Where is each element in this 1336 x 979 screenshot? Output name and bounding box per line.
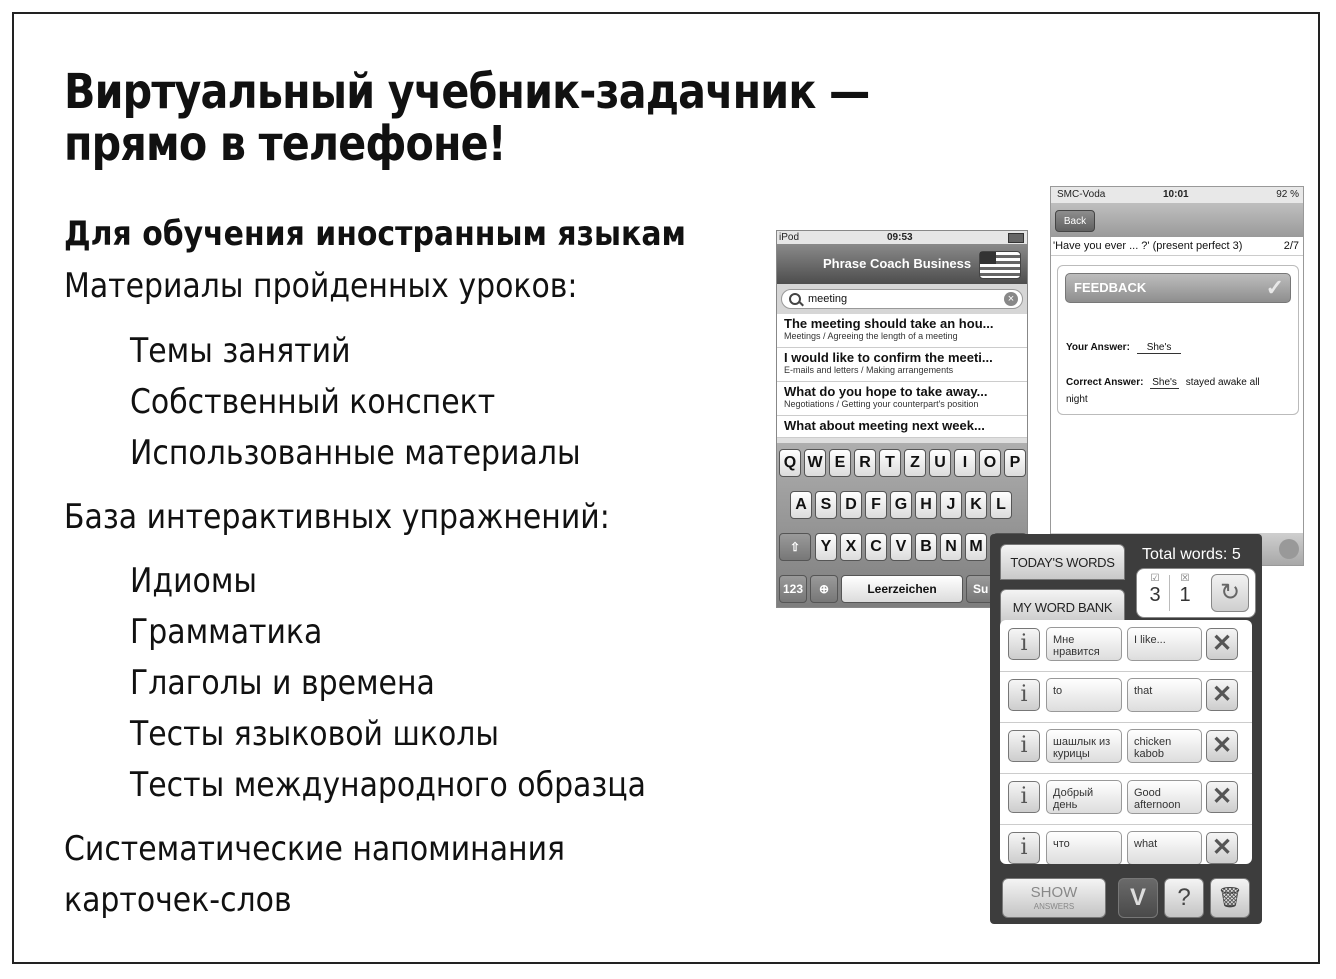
key[interactable]: Q xyxy=(779,449,801,477)
globe-icon[interactable]: ⊕ xyxy=(810,575,838,603)
key[interactable]: F xyxy=(865,491,887,519)
list-item xyxy=(1000,773,1252,825)
search-input[interactable] xyxy=(781,289,1023,309)
info-icon[interactable]: i xyxy=(1008,628,1040,660)
feedback-header xyxy=(1065,273,1291,303)
list-item[interactable] xyxy=(777,382,1027,416)
key[interactable]: D xyxy=(840,491,862,519)
title-line-1: Виртуальный учебник-задачник — xyxy=(64,64,870,120)
list-item[interactable] xyxy=(777,416,1027,438)
list-item xyxy=(1000,722,1252,774)
divider xyxy=(1169,575,1170,611)
key[interactable]: Y xyxy=(815,533,837,561)
section-heading-materials: Материалы пройденных уроков: xyxy=(64,266,578,306)
checkbox-icon: ☑ xyxy=(1150,573,1160,584)
nav-bar xyxy=(1051,203,1303,237)
list-item xyxy=(1000,671,1252,723)
help-button[interactable]: ? xyxy=(1164,878,1204,918)
key[interactable]: Z xyxy=(904,449,926,477)
your-answer-value: She's xyxy=(1137,342,1182,354)
list-item: Собственный конспект xyxy=(130,382,496,422)
info-icon[interactable]: i xyxy=(1008,832,1040,864)
native-word[interactable]: шашлык из курицы xyxy=(1046,729,1122,763)
answers-label: ANSWERS xyxy=(1033,902,1075,911)
score-counter xyxy=(1136,568,1256,618)
search-value: meeting xyxy=(808,293,848,305)
key[interactable]: L xyxy=(990,491,1012,519)
info-icon[interactable]: i xyxy=(1008,730,1040,762)
key[interactable]: M xyxy=(965,533,987,561)
status-carrier: SMC-Voda xyxy=(1057,189,1106,200)
feedback-card xyxy=(1057,265,1299,415)
result-title: The meeting should take an hou... xyxy=(784,316,994,331)
search-bar xyxy=(777,284,1027,314)
key[interactable]: H xyxy=(915,491,937,519)
phone-screenshot-feedback xyxy=(1050,186,1304,566)
tab-my-word-bank[interactable]: MY WORD BANK xyxy=(1000,589,1125,625)
shift-key[interactable]: ⇧ xyxy=(779,533,811,561)
result-title: What do you hope to take away... xyxy=(784,384,988,399)
list-item: Грамматика xyxy=(130,612,323,652)
list-item: Темы занятий xyxy=(130,331,351,371)
status-time: 09:53 xyxy=(887,232,913,243)
delete-icon[interactable]: ✕ xyxy=(1206,679,1238,711)
key[interactable]: A xyxy=(790,491,812,519)
nav-title: Phrase Coach Business xyxy=(823,256,972,271)
key[interactable]: O xyxy=(979,449,1001,477)
list-item xyxy=(1000,824,1252,864)
show-label: SHOW xyxy=(1030,884,1078,901)
section-heading-exercises: База интерактивных упражнений: xyxy=(64,497,610,537)
key[interactable]: V xyxy=(890,533,912,561)
foreign-word[interactable]: chicken kabob xyxy=(1127,729,1202,763)
native-word[interactable]: что xyxy=(1046,831,1122,864)
correct-answer-value: She's xyxy=(1152,377,1177,388)
foreign-word[interactable]: I like... xyxy=(1127,627,1202,661)
question-counter: 2/7 xyxy=(1283,240,1299,252)
key[interactable]: K xyxy=(965,491,987,519)
foreign-word[interactable]: Good afternoon xyxy=(1127,780,1202,814)
key[interactable]: R xyxy=(854,449,876,477)
numbers-key[interactable]: 123 xyxy=(779,575,807,603)
list-item: Использованные материалы xyxy=(130,433,581,473)
slide-title xyxy=(64,66,869,170)
key[interactable]: J xyxy=(940,491,962,519)
bottom-toolbar xyxy=(990,872,1262,924)
list-item: Тесты международного образца xyxy=(130,765,647,805)
subheading: Для обучения иностранным языкам xyxy=(64,214,686,254)
phone-screenshot-word-bank xyxy=(990,534,1262,924)
status-device: iPod xyxy=(779,232,800,243)
search-key[interactable]: Su xyxy=(966,575,1028,603)
show-answers-button[interactable] xyxy=(1002,878,1106,918)
correct-answer-rest-line: night xyxy=(1066,394,1088,405)
native-word[interactable]: Добрый день xyxy=(1046,780,1122,814)
result-subtitle: Meetings / Agreeing the length of a meeting xyxy=(784,331,958,341)
feedback-label: FEEDBACK xyxy=(1074,280,1147,295)
us-flag-icon[interactable] xyxy=(979,251,1021,279)
result-subtitle: E-mails and letters / Making arrangements xyxy=(784,365,954,375)
status-battery: 92 % xyxy=(1276,189,1299,200)
question-text: 'Have you ever ... ?' (present perfect 3) xyxy=(1053,240,1243,252)
info-icon[interactable]: i xyxy=(1008,679,1040,711)
battery-icon xyxy=(1008,233,1024,243)
wrong-count: 1 xyxy=(1179,584,1191,606)
delete-icon[interactable]: ✕ xyxy=(1206,781,1238,813)
your-answer-line xyxy=(1066,342,1185,354)
title-line-2: прямо в телефоне! xyxy=(64,116,506,172)
status-bar xyxy=(1051,187,1303,203)
key[interactable]: P xyxy=(1004,449,1026,477)
cross-box-icon: ☒ xyxy=(1180,573,1190,584)
status-bar xyxy=(777,231,1027,244)
word-list xyxy=(1000,620,1252,864)
refresh-icon[interactable] xyxy=(1279,539,1299,559)
foreign-word[interactable]: what xyxy=(1127,831,1202,864)
nav-bar xyxy=(777,244,1027,284)
wrong-count-box xyxy=(1173,573,1197,607)
key[interactable]: E xyxy=(829,449,851,477)
key[interactable]: S xyxy=(815,491,837,519)
list-item[interactable] xyxy=(777,348,1027,382)
reset-icon[interactable]: ↻ xyxy=(1211,574,1249,612)
key[interactable]: I xyxy=(954,449,976,477)
native-word[interactable]: Мне нравится xyxy=(1046,627,1122,661)
section-heading-reminders-1: Систематические напоминания xyxy=(64,829,566,869)
question-bar xyxy=(1051,237,1303,256)
check-button[interactable]: V xyxy=(1118,878,1158,918)
search-icon xyxy=(789,293,801,305)
back-button[interactable]: Back xyxy=(1055,210,1095,232)
status-time: 10:01 xyxy=(1163,189,1189,200)
section-heading-reminders-2: карточек-слов xyxy=(64,880,292,920)
correct-count-box xyxy=(1143,573,1167,607)
tab-todays-words[interactable]: TODAY'S WORDS xyxy=(1000,544,1125,580)
delete-icon[interactable]: ✕ xyxy=(1206,628,1238,660)
delete-icon[interactable]: ✕ xyxy=(1206,730,1238,762)
total-words: Total words: 5 xyxy=(1142,546,1241,563)
trash-icon[interactable]: 🗑 xyxy=(1210,878,1250,918)
correct-answer-line xyxy=(1066,377,1260,389)
your-answer-label: Your Answer: xyxy=(1066,342,1130,353)
correct-answer-label: Correct Answer: xyxy=(1066,377,1144,388)
key[interactable]: T xyxy=(879,449,901,477)
clear-icon[interactable]: × xyxy=(1004,292,1018,306)
key[interactable]: W xyxy=(804,449,826,477)
key[interactable]: G xyxy=(890,491,912,519)
foreign-word[interactable]: that xyxy=(1127,678,1202,712)
list-item[interactable] xyxy=(777,314,1027,348)
list-item: Глаголы и времена xyxy=(130,663,435,703)
list-item: Идиомы xyxy=(130,561,258,601)
correct-answer-rest: stayed awake all xyxy=(1185,377,1260,388)
result-subtitle: Negotiations / Getting your counterpart's position xyxy=(784,399,979,409)
list-item: Тесты языковой школы xyxy=(130,714,500,754)
result-title: What about meeting next week... xyxy=(784,418,985,433)
key[interactable]: U xyxy=(929,449,951,477)
result-title: I would like to confirm the meeti... xyxy=(784,350,993,365)
key[interactable]: C xyxy=(865,533,887,561)
results-list xyxy=(777,314,1027,438)
key[interactable]: B xyxy=(915,533,937,561)
check-icon: ✓ xyxy=(1265,275,1284,300)
key[interactable]: X xyxy=(840,533,862,561)
list-item xyxy=(1000,620,1252,672)
info-icon[interactable]: i xyxy=(1008,781,1040,813)
native-word[interactable]: to xyxy=(1046,678,1122,712)
correct-count: 3 xyxy=(1149,584,1161,606)
space-key[interactable]: Leerzeichen xyxy=(841,575,963,603)
key[interactable]: N xyxy=(940,533,962,561)
delete-icon[interactable]: ✕ xyxy=(1206,832,1238,864)
